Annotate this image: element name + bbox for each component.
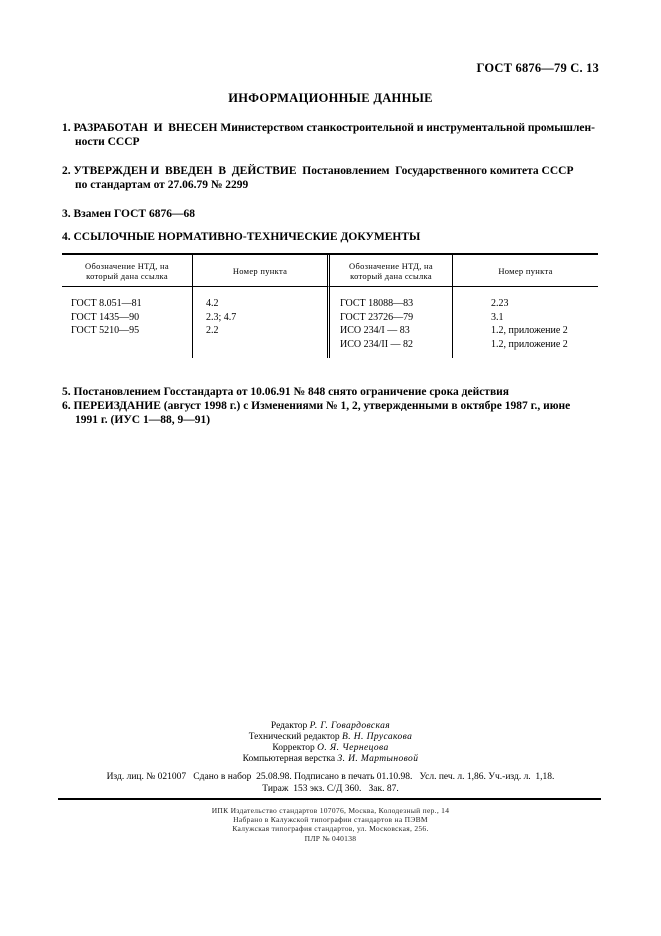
- credit-role: Редактор: [270, 721, 308, 731]
- info-items-bottom: [62, 385, 605, 427]
- table-col-designation-left: [62, 287, 193, 358]
- table-cell: 2.3; 4.7: [206, 311, 237, 323]
- table-cell: 1.2, приложение 2: [491, 338, 568, 350]
- item-text: Взамен ГОСТ 6876—68: [73, 208, 195, 220]
- list-item-6: [62, 399, 605, 427]
- list-item-5: [62, 385, 605, 399]
- item-text-cont: 1991 г. (ИУС 1—88, 9—91): [75, 414, 211, 426]
- footer-divider: [58, 798, 601, 800]
- list-item-2: [62, 164, 605, 192]
- table-cell: ГОСТ 1435—90: [71, 311, 140, 323]
- table-col-clause-left: [193, 287, 330, 358]
- table-cell: ГОСТ 18088—83: [340, 298, 414, 309]
- item-text-cont: по стандартам от 27.06.79 № 2299: [75, 179, 249, 191]
- credit-name: Р. Г. Говардовская: [309, 721, 391, 731]
- credits-line-layout: [0, 754, 661, 765]
- table-cell: ИСО 234/I — 83: [340, 325, 410, 336]
- table-cell: 4.2: [206, 298, 219, 309]
- publisher-address: ИПК Издательство стандартов 107076, Москва, Колодезный пер., 14: [211, 806, 450, 815]
- list-item-3: [62, 207, 605, 221]
- credit-name: О. Я. Чернецова: [317, 743, 389, 753]
- publisher-printer: Калужская типография стандартов, ул. Московская, 256.: [232, 824, 429, 834]
- table-cell: 1.2, приложение 2: [491, 325, 568, 336]
- credits-line-tech-editor: [0, 732, 661, 743]
- table-cell: ГОСТ 5210—95: [71, 325, 140, 336]
- credits-line-editor: [0, 721, 661, 732]
- credit-role: Технический редактор: [248, 732, 340, 742]
- table-cell: ГОСТ 8.051—81: [71, 298, 142, 309]
- list-item-4: [62, 230, 605, 244]
- item-number: 3.: [62, 208, 71, 220]
- item-number: 4.: [62, 231, 71, 243]
- table-header-clause-left: Номер пункта: [193, 255, 330, 287]
- credit-name: З. И. Мартыновой: [337, 754, 419, 764]
- credits-line-corrector: [0, 743, 661, 754]
- item-number: 1.: [62, 122, 71, 134]
- item-text: Постановлением Госстандарта от 10.06.91 № 848 снято ограничение срока действия: [73, 386, 510, 398]
- imprint-block: [0, 771, 661, 795]
- item-number: 6.: [62, 400, 71, 412]
- table-cell: 3.1: [491, 311, 504, 323]
- publisher-block: [0, 806, 661, 843]
- item-text: ПЕРЕИЗДАНИЕ (август 1998 г.) с Изменениями № 1, 2, утвержденными в октябре 1987 г., июне: [73, 400, 571, 412]
- table-cell: 2.23: [491, 298, 509, 309]
- credit-role: Компьютерная верстка: [242, 754, 336, 764]
- credit-name: В. Н. Прусакова: [342, 732, 413, 742]
- publisher-typeset: Набрано в Калужской типографии стандартов на ПЭВМ: [233, 815, 428, 825]
- item-number: 2.: [62, 165, 71, 177]
- ntd-reference-table: [62, 253, 598, 358]
- table-cell: ИСО 234/II — 82: [340, 338, 414, 350]
- page-header: ГОСТ 6876—79 С. 13: [476, 61, 599, 75]
- document-title: ИНФОРМАЦИОННЫЕ ДАННЫЕ: [228, 91, 433, 105]
- credits-block: [0, 721, 661, 765]
- table-header-clause-right: Номер пункта: [453, 255, 598, 287]
- item-text: ССЫЛОЧНЫЕ НОРМАТИВНО-ТЕХНИЧЕСКИЕ ДОКУМЕНТЫ: [73, 231, 421, 243]
- item-text: РАЗРАБОТАН И ВНЕСЕН Министерством станкостроительной и инструментальной промышлен-: [73, 122, 595, 134]
- credit-role: Корректор: [272, 743, 315, 753]
- table-header-designation-right: Обозначение НТД, на который дана ссылка: [330, 255, 453, 287]
- info-items-top: [62, 121, 605, 244]
- table-col-designation-right: [330, 287, 453, 358]
- imprint-line-1: Изд. лиц. № 021007 Сдано в набор 25.08.98. Подписано в печать 01.10.98. Усл. печ. л. 1,86. Уч.-изд. л. 1,18.: [106, 772, 555, 782]
- table-cell: ГОСТ 23726—79: [340, 311, 414, 323]
- table-header-designation-left: Обозначение НТД, на который дана ссылка: [62, 255, 193, 287]
- publisher-license: ПЛР № 040138: [304, 833, 357, 843]
- item-number: 5.: [62, 386, 71, 398]
- table-col-clause-right: [453, 287, 598, 358]
- imprint-line-2: Тираж 153 экз. С/Д 360. Зак. 87.: [262, 784, 399, 794]
- table-cell: 2.2: [206, 325, 219, 336]
- list-item-1: [62, 121, 605, 149]
- item-text-cont: ности СССР: [75, 136, 140, 148]
- item-text: УТВЕРЖДЕН И ВВЕДЕН В ДЕЙСТВИЕ Постановлением Государственного комитета СССР: [73, 165, 574, 177]
